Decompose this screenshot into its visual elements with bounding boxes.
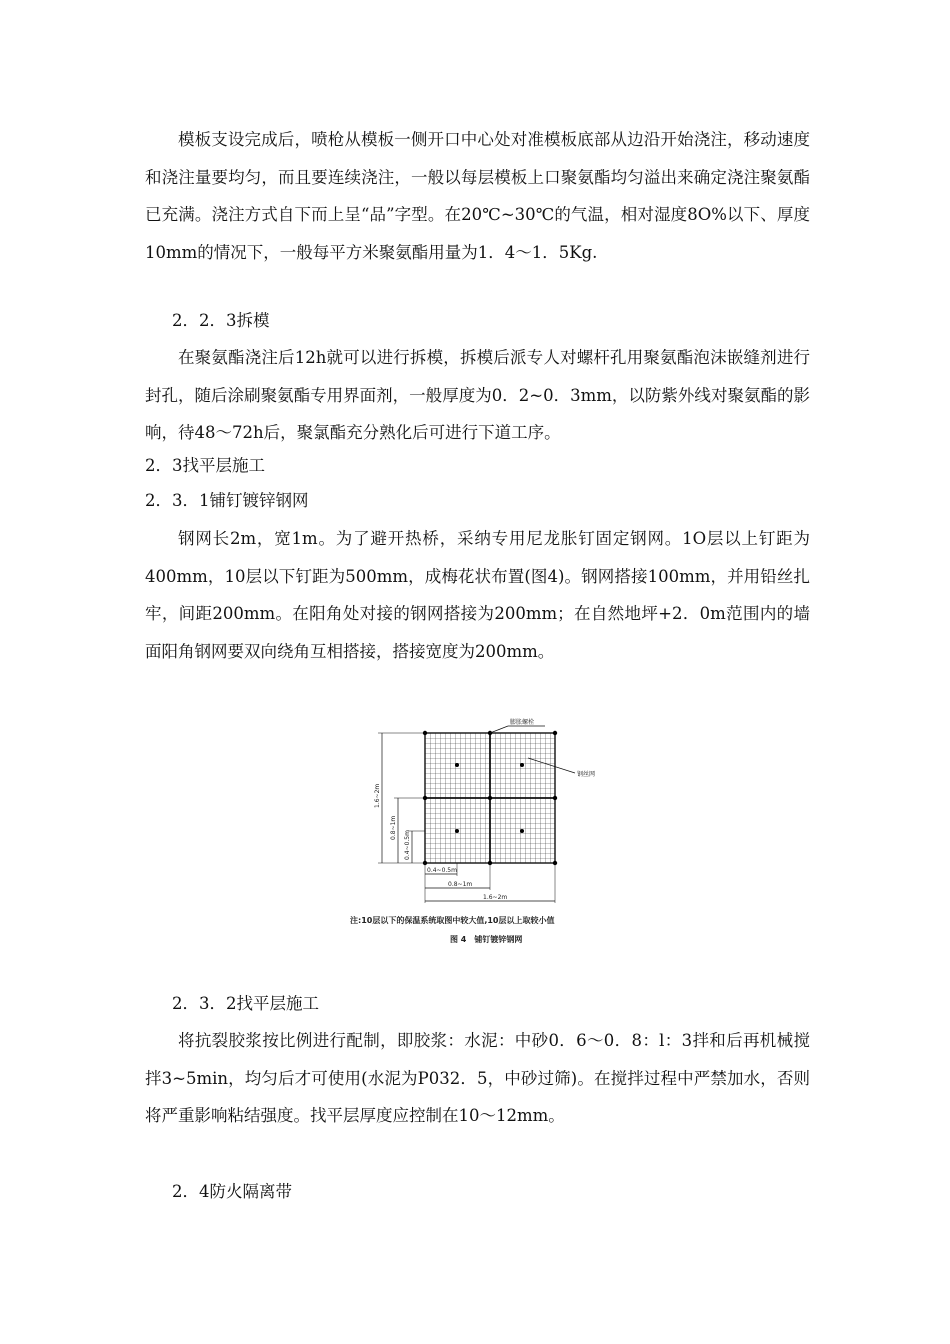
paragraph-leveling: 将抗裂胶浆按比例进行配制，即胶浆：水泥：中砂0．6～0．8：l：3拌和后再机械搅拌3~5min，均匀后才可使用(水泥为P032．5，中砂过筛)。在搅拌过程中严禁加水，否则将严重影响粘结强度。找平层厚度应控制在10～12mm。 — [145, 1031, 810, 1125]
dim-bottom-3-label: 1.6~2m — [483, 894, 508, 901]
paragraph-demolding: 在聚氨酯浇注后12h就可以进行拆模，拆模后派专人对螺杆孔用聚氨酯泡沫嵌缝剂进行封孔，随后涂刷聚氨酯专用界面剂，一般厚度为0．2~0．3mm，以防紫外线对聚氨酯的影响，待48～72h后，聚氯酯充分熟化后可进行下道工序。 — [145, 348, 810, 442]
dim-bottom-2-label: 0.8~1m — [448, 881, 473, 888]
heading-2-2-3: 2．2．3拆模 — [172, 311, 270, 330]
figure-caption: 图 4 铺钉镀锌钢网 — [450, 935, 523, 944]
paragraph-pouring: 模板支设完成后，喷枪从模板一侧开口中心处对准模板底部从边沿开始浇注，移动速度和浇注量要均匀，而且要连续浇注，一般以每层模板上口聚氨酯均匀溢出来确定浇注聚氨酯已充满。浇注方式自下而上呈“品”字型。在20℃~30℃的气温，相对湿度8O%以下、厚度10mm的情况下，一般每平方米聚氨酯用量为1．4～1．5Kg. — [145, 130, 810, 262]
heading-2-3: 2．3找平层施工 — [145, 456, 265, 475]
leader-top — [490, 726, 508, 733]
figure-note: 注:10层以下的保温系统取图中较大值,10层以上取较小值 — [350, 916, 555, 925]
label-expansion-bolt: 膨胀螺栓 — [510, 719, 535, 726]
mesh-diagram — [360, 718, 650, 913]
dim-left-inner-label: 0.4~0.5m — [404, 830, 411, 860]
paragraph-steel-mesh: 钢网长2m，宽1m。为了避开热桥，采纳专用尼龙胀钉固定钢网。1O层以上钉距为400mm，10层以下钉距为500mm，成梅花状布置(图4)。钢网搭接100mm，并用铅丝扎牢，间距200mm。在阳角处对接的钢网搭接为200mm；在自然地坪+2．0m范围内的墙面阳角钢网要双向绕角互相搭接，搭接宽度为200mm。 — [145, 529, 810, 661]
label-wire-mesh: 钢丝网 — [577, 771, 596, 778]
figure-steel-mesh — [350, 718, 650, 963]
heading-2-4: 2．4防火隔离带 — [172, 1182, 292, 1201]
dim-bottom-1-label: 0.4~0.5m — [427, 867, 457, 874]
heading-2-3-1: 2．3．1铺钉镀锌钢网 — [145, 491, 309, 510]
dim-left-outer-label: 1.6~2m — [374, 783, 381, 808]
dim-left-mid-label: 0.8~1m — [390, 815, 397, 840]
heading-2-3-2: 2．3．2找平层施工 — [172, 994, 319, 1013]
